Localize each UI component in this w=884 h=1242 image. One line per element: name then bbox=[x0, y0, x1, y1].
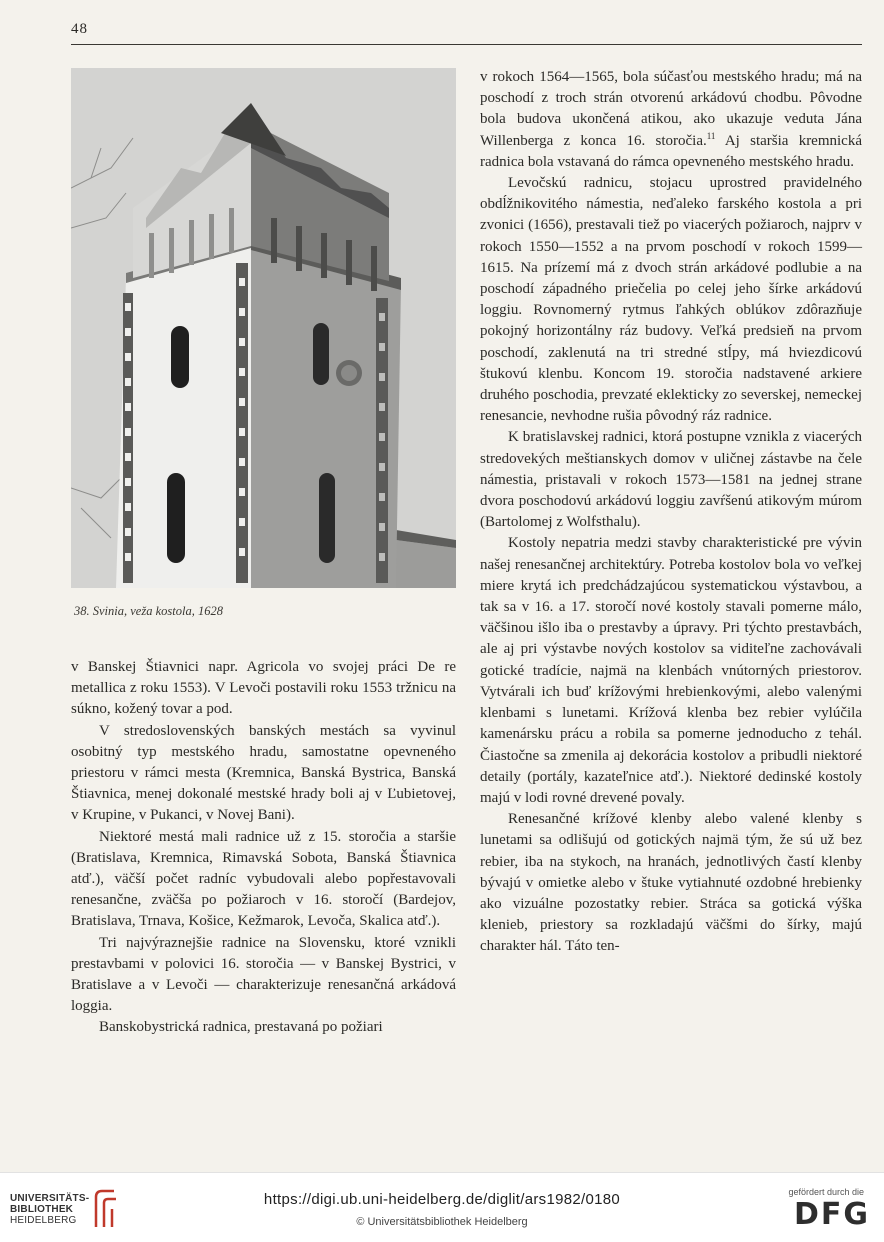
paragraph-text: Aj staršia kremnická radnica bola vstavaná do rámca opevneného mestského hradu. bbox=[480, 132, 862, 170]
viewer-footer bbox=[0, 1172, 884, 1242]
funding-note: gefördert durch die bbox=[788, 1187, 864, 1197]
library-name-line: BIBLIOTHEK bbox=[10, 1204, 74, 1215]
library-name-line: UNIVERSITÄTS- bbox=[10, 1193, 90, 1204]
paragraph: Tri najvýraznejšie radnice na Slovensku, ktoré vznikli prestavbami v polovici 16. storočia — v Banskej Bystrici, v Bratislave a v Levoči — charakterizuje renesančná arkádová loggia. bbox=[71, 934, 456, 1015]
copyright-notice: © Universitätsbibliothek Heidelberg bbox=[356, 1216, 528, 1228]
figure-caption: 38. Svinia, veža kostola, 1628 bbox=[74, 604, 223, 618]
paragraph: Levočskú radnicu, stojacu uprostred pravidelného obdĺžnikovitého námestia, neďaleko farského kostola a pri zvonici (1656), prestavali tiež po viacerých požiaroch, najprv v rokoch 1550—1552 a na prvom poschodí v rokoch 1599—1615. Na prízemí má z dvoch strán arkádové podlubie a na poschodí západného priečelia po celej jeho šírke arkádovú loggiu. Rovnomerný rytmus ľahkých oblúkov zdôrazňuje pokojný horizontálny ráz budovy. Veľká predsieň na prvom poschodí, zaklenutá na tri stredné stĺpy, má hviezdicovú štukovú klenbu. Koncom 19. storočia nadstavené arkiere druhého poschodia, prevzaté eklekticky zo severskej, nemeckej renesancie, nevhodne rušia pôvodný ráz radnice. bbox=[480, 175, 862, 425]
paragraph-text: v rokoch 1564—1565, bola súčasťou mestského hradu; má na poschodí z troch strán otvorenú arkádovú chodbu. Pôvodne bola budova ukončená atikou, ako ukazuje veduta Jána Willenberga z konca 16. storočia. bbox=[480, 69, 862, 149]
page-number: 48 bbox=[71, 21, 88, 37]
right-text-column bbox=[480, 67, 862, 958]
paragraph: V stredoslovenských banských mestách sa vyvinul osobitný typ mestského hradu, samostatne opevneného priestoru v rámci mesta (Kremnica, Banská Bystrica, Banská Štiavnica, menej dokonalé mestské hrady boli aj v Ľubietovej, v Krupine, v Pukanci, v Novej Bani). bbox=[71, 722, 456, 824]
library-name-line: HEIDELBERG bbox=[10, 1215, 77, 1226]
paragraph: Kostoly nepatria medzi stavby charakteristické pre vývin našej renesančnej architektúry. Potreba kostolov bola vo veľkej miere krytá ich predchádzajúcou systematickou výstavbou, a tak sa v 16. a 17. storočí nové kostoly stavali pomerne málo, väčšinou išlo iba o prestavby a úpravy. Pri týchto prestavbách, ale aj pri výstavbe nových kostolov sa viditeľne zachovávali gotické tradície, najmä na klenbách vnútorných priestorov. Vytvárali ich buď krížovými hrebienkovými, alebo valenými klenbami s lunetami. Krížová klenba bez rebier vylúčila kamenársku prácu a robila sa pomerne jednoducho z tehál. Čiastočne sa zmenila aj dekorácia kostolov a pribudli niektoré detaily (portály, kazateľnice atď.). Niektoré dedinské kostoly majú v lodi rovné drevené povaly. bbox=[480, 535, 862, 806]
permalink-url[interactable]: https://digi.ub.uni-heidelberg.de/diglit/ars1982/0180 bbox=[263, 1191, 621, 1208]
header-rule bbox=[71, 44, 862, 45]
dfg-logo[interactable]: DFG bbox=[793, 1197, 870, 1232]
tower-photograph bbox=[71, 68, 456, 588]
paragraph: K bratislavskej radnici, ktorá postupne vznikla z viacerých stredovekých meštianskych domov v uličnej zástavbe na čele námestia, pristavali v rokoch 1573—1581 na jednej strane dvora poschodovú arkádovú loggiu zavŕšenú atikovým múrom (Bartolomej z Wolfsthalu). bbox=[480, 429, 862, 531]
paragraph: Banskobystrická radnica, prestavaná po požiari bbox=[99, 1019, 383, 1036]
paragraph: Renesančné krížové klenby alebo valené klenby s lunetami sa odlišujú od gotických najmä tým, že sú už bez rebier, iba na stykoch, na hranách, jednotlivých častí klenby bývajú v omietke alebo v štuke vytiahnuté ozdobné hrebienky ako vizuálne pozostatky rebier. Stráca sa gotická výška klenieb, priestory sa rozkladajú väčšmi do šírky, majú charakter hál. Táto ten- bbox=[480, 811, 862, 955]
paragraph: v Banskej Štiavnici napr. Agricola vo svojej práci De re metallica z roku 1553). V Levoči postavili roku 1553 tržnicu na súkno, kožený tovar a pod. bbox=[71, 659, 456, 718]
footnote-reference: 11 bbox=[706, 130, 716, 141]
paragraph: Niektoré mestá mali radnice už z 15. storočia a staršie (Bratislava, Kremnica, Rimavská Sobota, Banská Štiavnica atď.), väčší počet radníc vybudovali alebo popřestavovali renesančne, zväčša po požiaroch v 16. storočí (Bardejov, Bratislava, Trnava, Košice, Kežmarok, Levoča, Skalica atď.). bbox=[71, 828, 456, 930]
left-text-column bbox=[71, 657, 456, 1039]
paragraph bbox=[480, 67, 862, 173]
